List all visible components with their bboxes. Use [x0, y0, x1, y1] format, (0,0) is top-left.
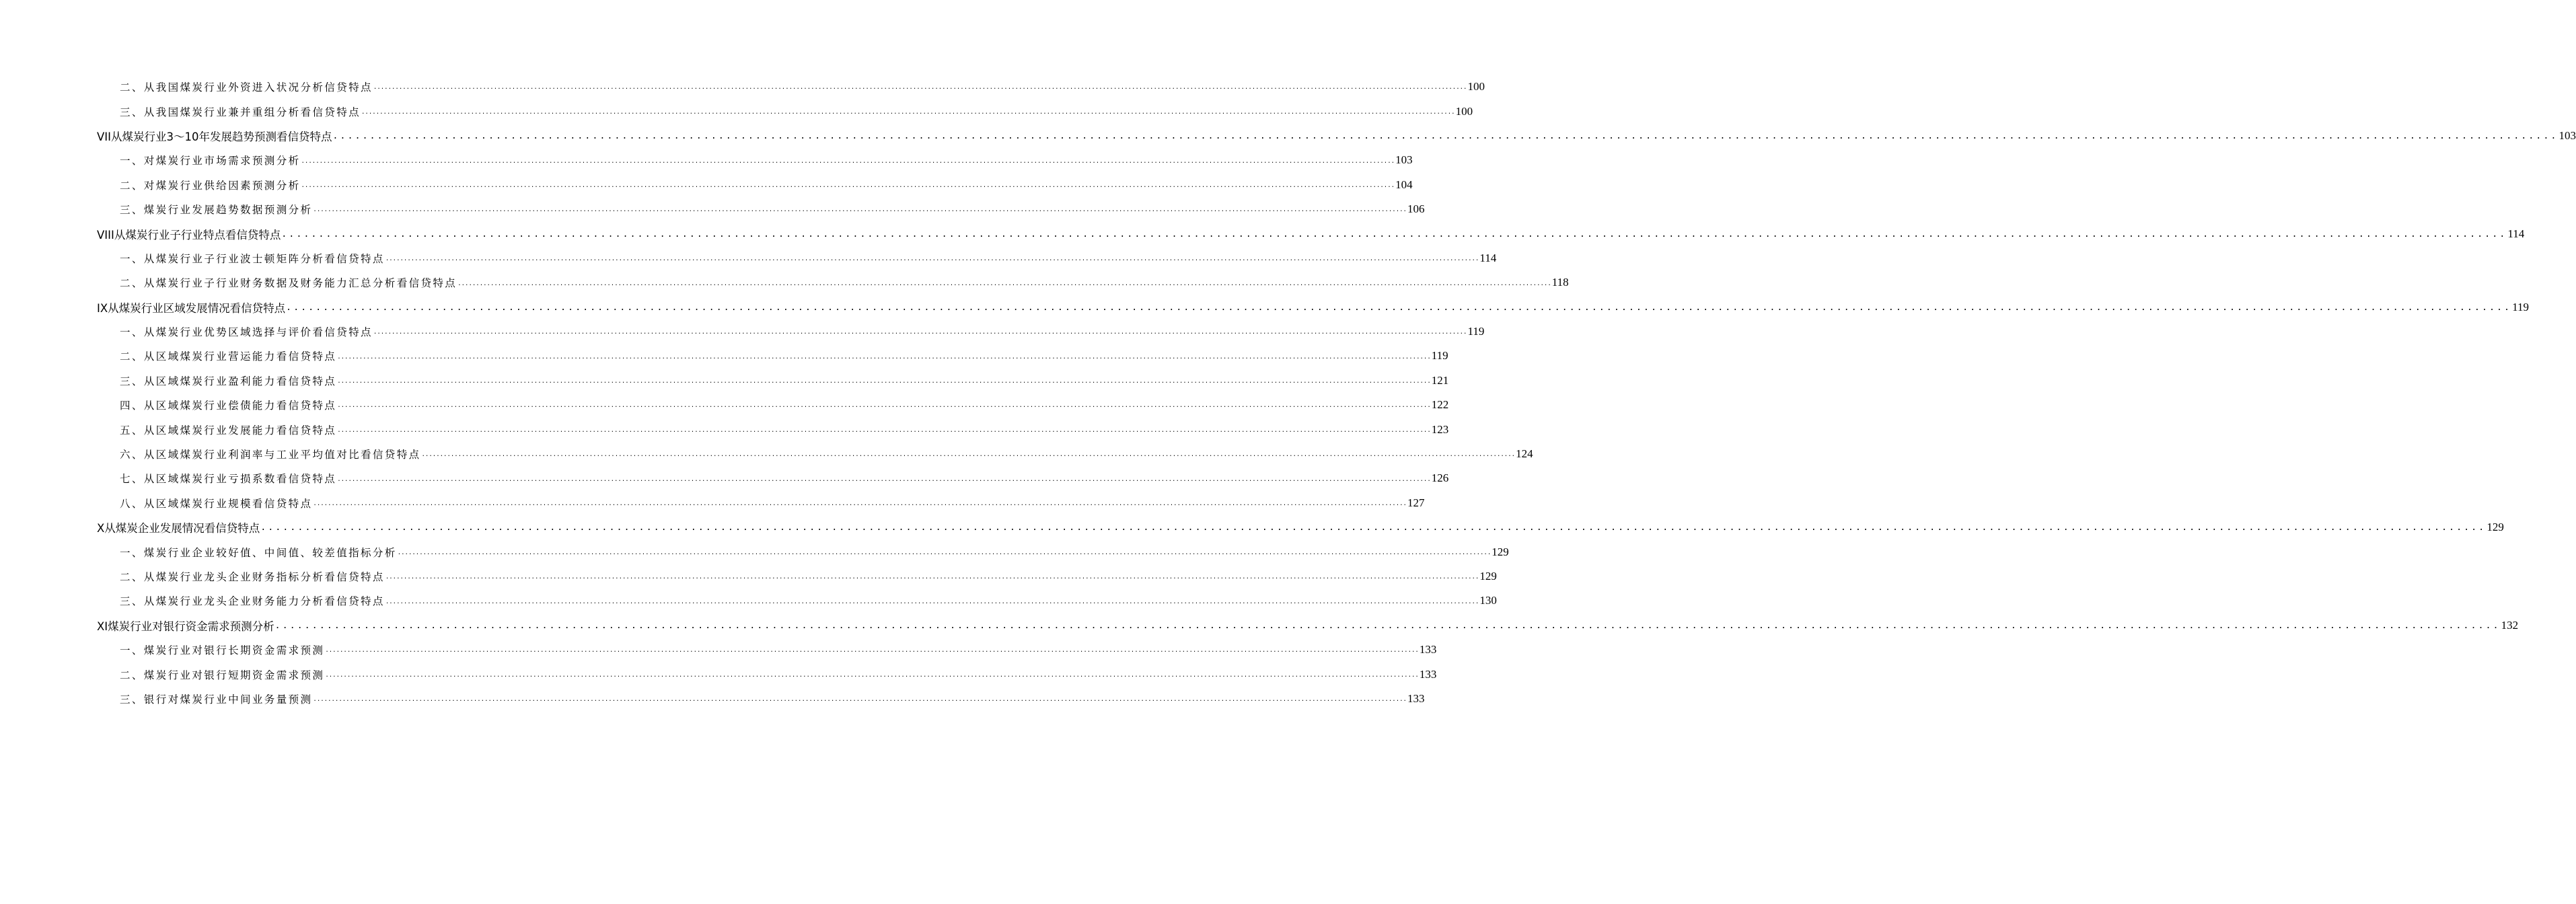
toc-chapter-title: VII从煤炭行业3～10年发展趋势预测看信贷特点: [97, 130, 332, 143]
toc-chapter-title: IX从煤炭行业区域发展情况看信贷特点: [97, 301, 286, 315]
toc-chapter-page: 132: [2501, 618, 2519, 632]
toc-chapter-page: 103: [2559, 128, 2576, 142]
toc-entry-title: 一、煤炭行业企业较好值、中间值、较差值指标分析: [120, 546, 397, 559]
toc-entry-title: 三、煤炭行业发展趋势数据预测分析: [120, 204, 313, 217]
toc-entry-title: 三、银行对煤炭行业中间业务量预测: [120, 693, 313, 706]
toc-entry-page: 126: [1431, 472, 1449, 485]
toc-entry-title: 一、对煤炭行业市场需求预测分析: [120, 155, 301, 167]
toc-leader-dots: ............................................................................................................................................................................................................................................................................................................: [274, 620, 2501, 631]
toc-entry-title: 一、从煤炭行业优势区域选择与评价看信贷特点: [120, 326, 373, 339]
toc-entry-title: 二、从煤炭行业龙头企业财务指标分析看信贷特点: [120, 571, 385, 583]
toc-chapter[interactable]: [0, 515, 2504, 539]
toc-entry-page: 100: [1467, 80, 1485, 93]
toc-entry-title: 六、从区域煤炭行业利润率与工业平均值对比看信贷特点: [120, 449, 421, 461]
toc-entry-page: 119: [1467, 325, 1485, 338]
toc-entry-page: 106: [1407, 202, 1425, 216]
toc-entry[interactable]: [0, 148, 1413, 172]
toc-leader-dots: ............................................................................................................................................................................................................................................................................................................: [457, 280, 1551, 287]
toc-chapter[interactable]: [0, 124, 2576, 148]
toc-leader-dots: ............................................................................................................................................................................................................................................................................................................: [373, 329, 1467, 336]
toc-entry-page: 129: [1479, 570, 1497, 582]
toc-entry-page: 127: [1407, 496, 1425, 509]
toc-entry-page: 114: [1479, 251, 1497, 264]
toc-entry[interactable]: [0, 638, 1437, 662]
toc-leader-dots: ............................................................................................................................................................................................................................................................................................................: [337, 476, 1431, 483]
toc-leader-dots: ............................................................................................................................................................................................................................................................................................................: [313, 206, 1407, 214]
toc-leader-dots: ............................................................................................................................................................................................................................................................................................................: [281, 229, 2507, 239]
toc-chapter[interactable]: [0, 295, 2530, 319]
toc-entry-page: 133: [1419, 643, 1437, 656]
toc-entry[interactable]: [0, 442, 1533, 466]
toc-leader-dots: ............................................................................................................................................................................................................................................................................................................: [385, 256, 1479, 263]
toc-entry[interactable]: [0, 491, 1425, 515]
toc-entry-title: 三、从煤炭行业龙头企业财务能力分析看信贷特点: [120, 595, 385, 608]
toc-leader-dots: ............................................................................................................................................................................................................................................................................................................: [313, 696, 1407, 704]
toc-leader-dots: ............................................................................................................................................................................................................................................................................................................: [397, 549, 1492, 556]
toc-entry-page: 100: [1455, 104, 1473, 118]
toc-leader-dots: ............................................................................................................................................................................................................................................................................................................: [325, 647, 1419, 654]
toc-entry[interactable]: [0, 246, 1497, 270]
toc-chapter-title: X从煤炭企业发展情况看信贷特点: [97, 522, 260, 535]
toc-entry[interactable]: [0, 393, 1449, 417]
toc-entry-title: 八、从区域煤炭行业规模看信贷特点: [120, 497, 313, 510]
toc-entry[interactable]: [0, 75, 1485, 99]
toc-entry-page: 121: [1431, 373, 1449, 387]
toc-leader-dots: ............................................................................................................................................................................................................................................................................................................: [332, 131, 2559, 142]
toc-entry[interactable]: [0, 589, 1497, 613]
toc-entry-page: 118: [1551, 276, 1569, 289]
toc-leader-dots: ............................................................................................................................................................................................................................................................................................................: [385, 574, 1479, 581]
toc-entry[interactable]: [0, 197, 1425, 221]
toc-chapter-page: 114: [2507, 227, 2525, 240]
toc-leader-dots: ............................................................................................................................................................................................................................................................................................................: [337, 426, 1431, 434]
toc-entry-page: 130: [1479, 594, 1497, 607]
toc-entry[interactable]: [0, 564, 1497, 589]
toc-chapter-page: 129: [2487, 521, 2504, 534]
toc-entry[interactable]: [0, 417, 1449, 441]
toc-leader-dots: ............................................................................................................................................................................................................................................................................................................: [313, 500, 1407, 508]
toc-leader-dots: ............................................................................................................................................................................................................................................................................................................: [421, 451, 1516, 459]
toc-entry[interactable]: [0, 662, 1437, 686]
toc-entry-title: 一、从煤炭行业子行业波士顿矩阵分析看信贷特点: [120, 252, 385, 265]
toc-entry-title: 七、从区域煤炭行业亏损系数看信贷特点: [120, 473, 337, 486]
toc-entry[interactable]: [0, 539, 1509, 564]
toc-entry-page: 133: [1419, 667, 1437, 681]
toc-leader-dots: ............................................................................................................................................................................................................................................................................................................: [385, 598, 1479, 605]
toc-leader-dots: ............................................................................................................................................................................................................................................................................................................: [337, 378, 1431, 385]
toc-entry-page: 103: [1395, 153, 1413, 167]
toc-leader-dots: ............................................................................................................................................................................................................................................................................................................: [301, 182, 1395, 189]
toc-entry[interactable]: [0, 173, 1413, 197]
toc-chapter-page: 119: [2512, 300, 2530, 313]
toc-leader-dots: ............................................................................................................................................................................................................................................................................................................: [373, 84, 1467, 91]
toc-entry-page: 129: [1492, 545, 1509, 558]
toc-leader-dots: ............................................................................................................................................................................................................................................................................................................: [361, 108, 1455, 116]
toc-entry-page: 122: [1431, 398, 1449, 412]
toc-entry-title: 二、对煤炭行业供给因素预测分析: [120, 179, 301, 192]
toc-leader-dots: ............................................................................................................................................................................................................................................................................................................: [286, 302, 2512, 313]
table-of-contents: [0, 75, 2576, 711]
toc-entry-title: 三、从区域煤炭行业盈利能力看信贷特点: [120, 375, 337, 387]
toc-entry-title: 二、煤炭行业对银行短期资金需求预测: [120, 669, 325, 681]
toc-chapter-title: XI煤炭行业对银行资金需求预测分析: [97, 619, 274, 633]
toc-entry-page: 104: [1395, 178, 1413, 191]
toc-entry-page: 124: [1516, 447, 1533, 461]
toc-entry[interactable]: [0, 369, 1449, 393]
toc-entry-title: 一、煤炭行业对银行长期资金需求预测: [120, 644, 325, 657]
toc-entry[interactable]: [0, 344, 1448, 368]
toc-leader-dots: ............................................................................................................................................................................................................................................................................................................: [337, 402, 1431, 410]
toc-leader-dots: ............................................................................................................................................................................................................................................................................................................: [260, 523, 2487, 533]
toc-entry-page: 123: [1431, 422, 1449, 436]
toc-chapter[interactable]: [0, 613, 2519, 638]
toc-chapter-title: VIII从煤炭行业子行业特点看信贷特点: [97, 228, 281, 241]
toc-entry-title: 五、从区域煤炭行业发展能力看信贷特点: [120, 424, 337, 437]
toc-entry-page: 133: [1407, 691, 1425, 705]
toc-entry[interactable]: [0, 319, 1485, 344]
toc-entry-title: 三、从我国煤炭行业兼并重组分析看信贷特点: [120, 106, 361, 118]
toc-leader-dots: ............................................................................................................................................................................................................................................................................................................: [301, 157, 1395, 165]
toc-entry[interactable]: [0, 270, 1569, 295]
toc-entry[interactable]: [0, 687, 1425, 711]
toc-leader-dots: ............................................................................................................................................................................................................................................................................................................: [325, 671, 1419, 679]
toc-chapter[interactable]: [0, 221, 2525, 246]
toc-entry-title: 二、从煤炭行业子行业财务数据及财务能力汇总分析看信贷特点: [120, 277, 457, 290]
toc-entry-title: 二、从区域煤炭行业营运能力看信贷特点: [120, 350, 337, 363]
toc-entry[interactable]: [0, 466, 1449, 490]
toc-entry-title: 二、从我国煤炭行业外资进入状况分析信贷特点: [120, 81, 373, 94]
toc-entry-title: 四、从区域煤炭行业偿债能力看信贷特点: [120, 400, 337, 412]
toc-entry[interactable]: [0, 99, 1473, 123]
toc-leader-dots: ............................................................................................................................................................................................................................................................................................................: [337, 353, 1431, 361]
toc-entry-page: 119: [1431, 349, 1448, 363]
